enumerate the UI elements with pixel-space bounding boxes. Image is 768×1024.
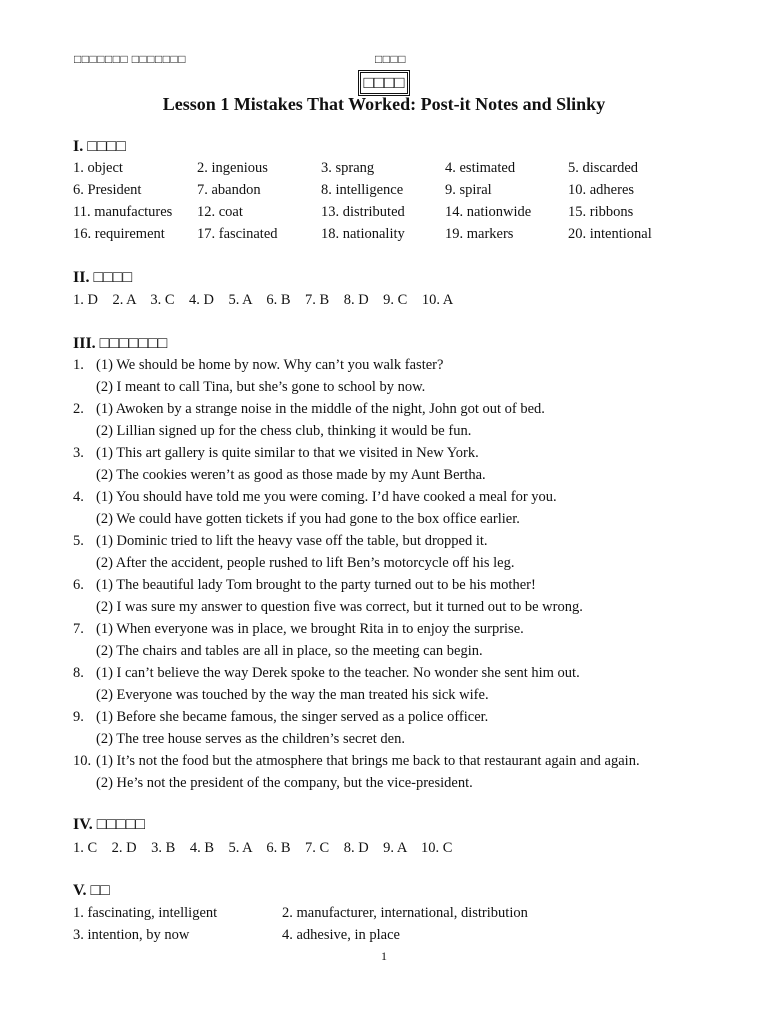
item-number: 7. [73,621,84,637]
sentence-2: (2) We could have gotten tickets if you had gone to the box office earlier. [96,511,520,527]
vocab-cell: 7. abandon [197,182,261,198]
page-number: 1 [381,949,387,963]
box-title [0,72,768,94]
sentence-2: (2) I was sure my answer to question five was correct, but it turned out to be wrong. [96,599,583,615]
item-number: 8. [73,665,84,681]
vocab-cell: 17. fascinated [197,226,278,242]
sentence-2: (2) Lillian signed up for the chess club, thinking it would be fun. [96,423,472,439]
header-left: □□□□□□□ □□□□□□□ [74,52,186,66]
vocab-cell: 12. coat [197,204,243,220]
vocab-cell: 2. ingenious [197,160,268,176]
vocab-cell: 16. requirement [73,226,165,242]
sentence-1: (1) This art gallery is quite similar to that we visited in New York. [96,445,479,461]
item-number: 10. [73,753,92,769]
translation-item: 4. adhesive, in place [282,927,400,943]
vocab-cell: 11. manufactures [73,204,173,220]
section5-heading: V. □□ [73,882,110,899]
item-number: 6. [73,577,84,593]
translation-item: 1. fascinating, intelligent [73,905,218,921]
list-item [73,621,524,638]
sentence-2: (2) The cookies weren’t as good as those made by my Aunt Bertha. [96,467,486,483]
translation-item: 2. manufacturer, international, distribution [282,905,528,921]
lesson-title: Lesson 1 Mistakes That Worked: Post-it Notes and Slinky [162,94,606,114]
vocab-cell: 8. intelligence [321,182,404,198]
list-item [73,489,557,506]
sentence-2: (2) The tree house serves as the children’s secret den. [96,731,405,747]
vocab-cell: 10. adheres [568,182,635,198]
list-item [73,533,488,550]
vocab-cell: 18. nationality [321,226,405,242]
section4-heading: IV. □□□□□ [73,816,146,833]
list-item [73,577,536,594]
vocab-cell: 19. markers [445,226,514,242]
vocab-cell: 3. sprang [321,160,375,176]
list-item [73,665,580,682]
vocab-cell: 13. distributed [321,204,405,220]
section2-answers: 1. D 2. A 3. C 4. D 5. A 6. B 7. B 8. D 9. C 10. A [73,292,454,308]
vocab-cell: 14. nationwide [445,204,532,220]
list-item [73,357,443,374]
item-number: 3. [73,445,84,461]
sentence-1: (1) We should be home by now. Why can’t you walk faster? [96,357,444,373]
sentence-1: (1) Dominic tried to lift the heavy vase off the table, but dropped it. [96,533,488,549]
vocab-cell: 6. President [73,182,142,198]
sentence-2: (2) After the accident, people rushed to lift Ben’s motorcycle off his leg. [96,555,515,571]
sentence-2: (2) He’s not the president of the company, but the vice-president. [96,775,473,791]
sentence-1: (1) When everyone was in place, we brought Rita in to enjoy the surprise. [96,621,524,637]
box-title-text: □□□□ [360,72,407,94]
item-number: 9. [73,709,84,725]
vocab-cell: 9. spiral [445,182,492,198]
section2-heading: II. □□□□ [73,269,133,286]
sentence-1: (1) I can’t believe the way Derek spoke to the teacher. No wonder she sent him out. [96,665,580,681]
vocab-cell: 20. intentional [568,226,652,242]
item-number: 4. [73,489,84,505]
vocab-cell: 5. discarded [568,160,639,176]
list-item [73,753,640,770]
sentence-1: (1) You should have told me you were coming. I’d have cooked a meal for you. [96,489,557,505]
sentence-1: (1) It’s not the food but the atmosphere that brings me back to that restaurant again and again. [96,753,640,769]
sentence-2: (2) The chairs and tables are all in place, so the meeting can begin. [96,643,483,659]
item-number: 5. [73,533,84,549]
item-number: 1. [73,357,84,373]
sentence-1: (1) Awoken by a strange noise in the middle of the night, John got out of bed. [96,401,545,417]
vocab-cell: 15. ribbons [568,204,634,220]
vocab-cell: 1. object [73,160,123,176]
sentence-2: (2) Everyone was touched by the way the man treated his sick wife. [96,687,489,703]
sentence-2: (2) I meant to call Tina, but she’s gone to school by now. [96,379,426,395]
section1-heading: I. □□□□ [73,138,126,155]
sentence-1: (1) The beautiful lady Tom brought to the party turned out to be his mother! [96,577,536,593]
list-item [73,401,545,418]
section4-answers: 1. C 2. D 3. B 4. B 5. A 6. B 7. C 8. D 9. A 10. C [73,840,453,856]
list-item [73,445,479,462]
list-item [73,709,488,726]
translation-item: 3. intention, by now [73,927,190,943]
item-number: 2. [73,401,84,417]
section3-heading: III. □□□□□□□ [73,335,168,352]
vocab-cell: 4. estimated [445,160,516,176]
header-right: □□□□ [375,52,406,66]
sentence-1: (1) Before she became famous, the singer served as a police officer. [96,709,489,725]
